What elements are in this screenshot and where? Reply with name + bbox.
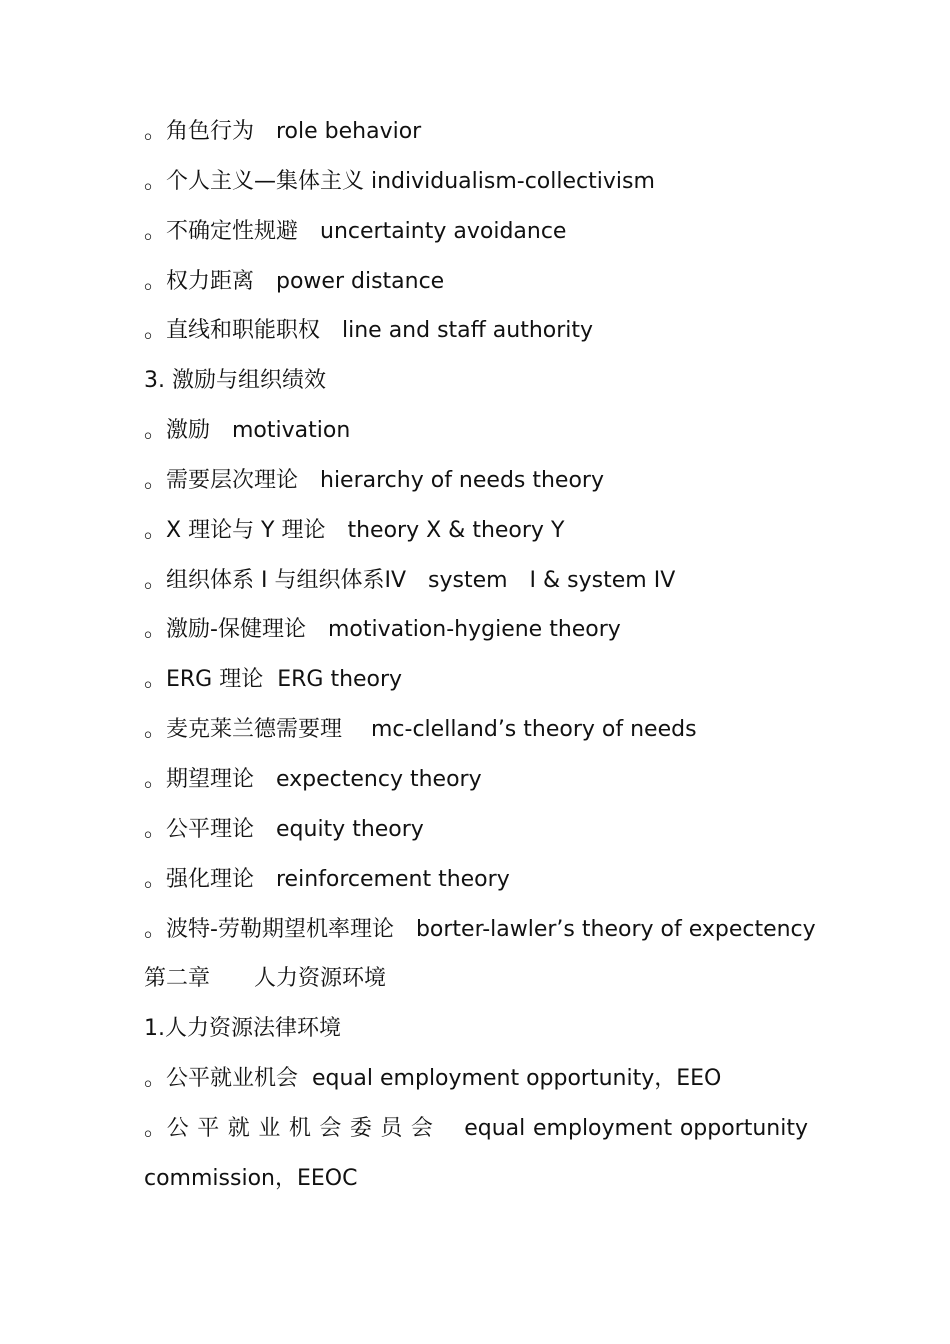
text-line: 。组织体系 I 与组织体系IV system I & system IV — [144, 567, 676, 593]
text-line: 。波特-劳勒期望机率理论 borter-lawler’s theory of expectency — [144, 916, 816, 942]
text-line: commission，EEOC — [144, 1165, 358, 1191]
text-line: 。权力距离 power distance — [144, 268, 445, 294]
text-line: 。麦克莱兰德需要理 mc-clelland’s theory of needs — [144, 717, 697, 743]
text-line: 。直线和职能职权 line and staff authority — [144, 318, 594, 344]
section-heading: 1.人力资源法律环境 — [144, 1016, 341, 1042]
text-line: 。激励-保健理论 motivation-hygiene theory — [144, 617, 621, 643]
text-line: 。公平理论 equity theory — [144, 816, 424, 842]
text-line: 。公平就业机会 equal employment opportunity，EEO — [144, 1066, 722, 1092]
text-line: 。X 理论与 Y 理论 theory X & theory Y — [144, 517, 565, 543]
text-line: 。期望理论 expectency theory — [144, 766, 482, 792]
text-line: 。个人主义—集体主义 individualism-collectivism — [144, 168, 655, 194]
text-line: 。不确定性规避 uncertainty avoidance — [144, 218, 567, 244]
chapter-heading: 第二章 人力资源环境 — [144, 966, 387, 992]
text-line: 。激励 motivation — [144, 418, 351, 444]
text-line: 。强化理论 reinforcement theory — [144, 866, 510, 892]
text-line: 。需要层次理论 hierarchy of needs theory — [144, 467, 604, 493]
text-line: 。ERG 理论 ERG theory — [144, 667, 403, 693]
text-line-justified: 。公 平 就 业 机 会 委 员 会 equal employment opportunity — [144, 1115, 808, 1141]
section-heading: 3. 激励与组织绩效 — [144, 368, 326, 394]
document-page — [144, 112, 816, 1209]
text-line: 。角色行为 role behavior — [144, 119, 422, 144]
